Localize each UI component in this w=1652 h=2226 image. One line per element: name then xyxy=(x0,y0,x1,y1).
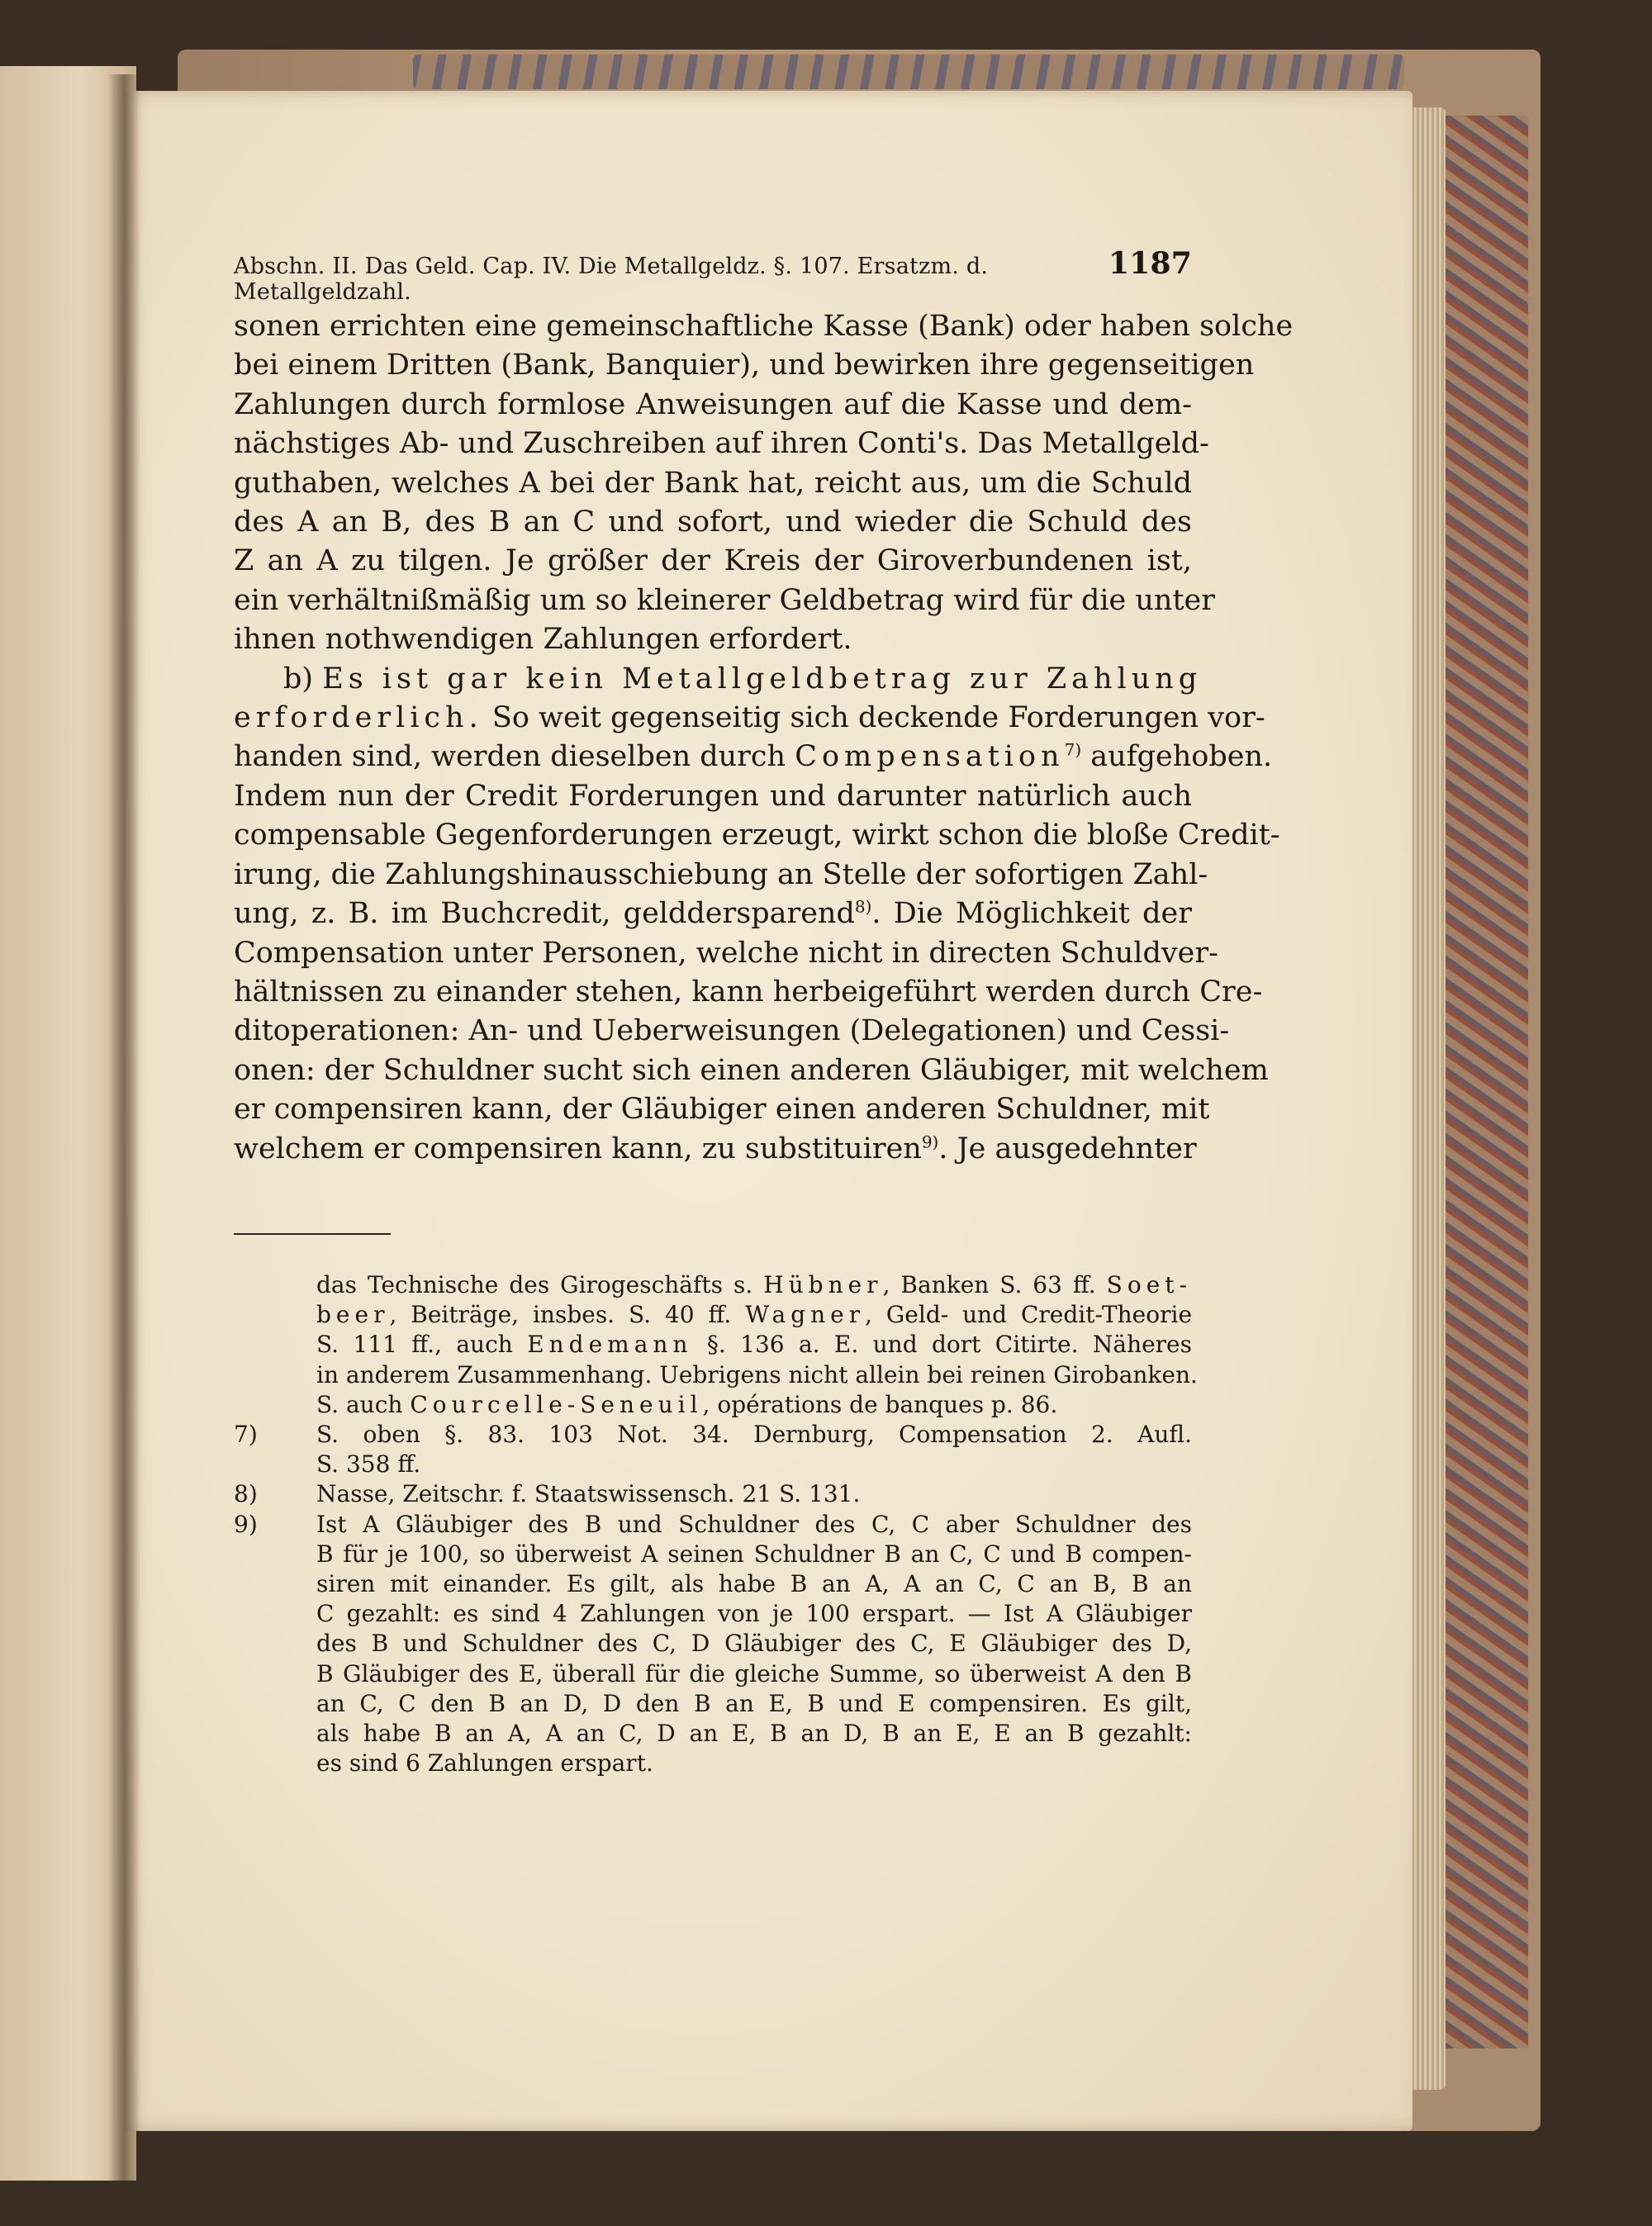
spaced-emphasis: Es ist gar kein Metallgeldbetrag zur Zahlung xyxy=(322,662,1203,695)
spaced-emphasis: erforderlich. xyxy=(234,701,483,735)
text-line xyxy=(234,699,1265,738)
text-span: , Banken S. 63 ff. xyxy=(882,1271,1096,1298)
text-line: Compensation unter Personen, welche nicht in directen Schuldver- xyxy=(234,936,1218,970)
footnote-line: an C, C den B an D, D den B an E, B und E compensiren. Es gilt, xyxy=(316,1689,1192,1717)
section-label: b) xyxy=(283,662,314,695)
footnote-line: C gezahlt: es sind 4 Zahlungen von je 100 erspart. — Ist A Gläubiger xyxy=(316,1600,1192,1628)
running-title: Abschn. II. Das Geld. Cap. IV. Die Metallgeldz. §. 107. Ersatzm. d. Metallgeldzahl. xyxy=(234,254,989,305)
text-span: So weit gegenseitig sich deckende Forderungen vor- xyxy=(491,701,1265,735)
footnote-ref: 7) xyxy=(1064,739,1082,760)
text-span: , Beiträge, insbes. S. 40 ff. xyxy=(389,1301,732,1329)
text-line: er compensiren kann, der Gläubiger einen anderen Schuldner, mit xyxy=(234,1093,1210,1127)
text-line xyxy=(234,895,1192,933)
author-name: Courcelle-Seneuil xyxy=(410,1390,703,1418)
footnote-line: des B und Schuldner des C, D Gläubiger des C, E Gläubiger des D, xyxy=(316,1630,1192,1658)
footnote-line: in anderem Zusammenhang. Uebrigens nicht allein bei reinen Girobanken. xyxy=(316,1360,1198,1388)
text-line: hältnissen zu einander stehen, kann herbeigeführt werden durch Cre- xyxy=(234,975,1263,1009)
footnote-ref: 9) xyxy=(921,1131,939,1151)
footnote-line: als habe B an A, A an C, D an E, B an D, B an E, E an B gezahlt: xyxy=(316,1720,1192,1748)
footnote-line: siren mit einander. Es gilt, als habe B an A, A an C, C an B, B an xyxy=(316,1570,1192,1598)
footnote-number: 7) xyxy=(234,1421,258,1449)
text-line: ein verhältnißmäßig um so kleinerer Geldbetrag wird für die unter xyxy=(234,583,1215,617)
footnote-line xyxy=(234,1270,1192,1300)
text-span: , opérations de banques p. 86. xyxy=(702,1390,1058,1418)
running-header xyxy=(234,246,1192,305)
text-line: nächstiges Ab- und Zuschreiben auf ihren Conti's. Das Metallgeld- xyxy=(234,427,1209,461)
footnote-7 xyxy=(234,1420,1192,1479)
text-span: §. 136 a. E. und dort Citirte. Näheres xyxy=(706,1331,1192,1359)
text-line: des A an B, des B an C und sofort, und wieder die Schuld des xyxy=(234,505,1192,539)
author-name: Endemann xyxy=(527,1331,693,1359)
text-line: compensable Gegenforderungen erzeugt, wirkt schon die bloße Credit- xyxy=(234,819,1280,852)
author-name: Hübner xyxy=(763,1271,883,1298)
text-span: aufgehoben. xyxy=(1090,740,1273,774)
footnote-line xyxy=(234,1330,1192,1360)
author-name: Wagner xyxy=(745,1301,866,1329)
text-line: bei einem Dritten (Bank, Banquier), und bewirken ihre gegenseitigen xyxy=(234,349,1255,382)
footnote-9 xyxy=(234,1510,1192,1779)
footnote-line xyxy=(234,1300,1192,1330)
footnote-line xyxy=(234,1390,1192,1420)
text-span: , Geld- und Credit-Theorie xyxy=(865,1301,1193,1329)
text-span: S. auch xyxy=(316,1390,403,1418)
author-name: beer xyxy=(316,1301,390,1329)
text-line xyxy=(234,738,1273,776)
footnote-line: es sind 6 Zahlungen erspart. xyxy=(316,1749,653,1777)
footnote-number: 8) xyxy=(234,1480,258,1508)
footnotes xyxy=(234,1270,1198,1778)
text-span: das Technische des Girogeschäfts s. xyxy=(316,1271,753,1298)
text-line: sonen errichten eine gemeinschaftliche Kasse (Bank) oder haben solche xyxy=(234,310,1294,343)
footnote-line: Ist A Gläubiger des B und Schuldner des C, C aber Schuldner des xyxy=(316,1510,1192,1538)
text-span: handen sind, werden dieselben durch xyxy=(234,740,786,774)
text-line: Zahlungen durch formlose Anweisungen auf die Kasse und dem- xyxy=(234,387,1192,421)
spaced-emphasis: Compensation xyxy=(795,740,1065,774)
text-span: ung, z. B. im Buchcredit, gelddersparend xyxy=(234,897,855,931)
footnote-line: S. oben §. 83. 103 Not. 34. Dernburg, Compensation 2. Aufl. xyxy=(316,1421,1192,1449)
text-line: Indem nun der Credit Forderungen und darunter natürlich auch xyxy=(234,779,1192,813)
footnote-line: B Gläubiger des E, überall für die gleiche Summe, so überweist A den B xyxy=(316,1659,1192,1687)
text-line xyxy=(234,1130,1197,1169)
author-name: Soet- xyxy=(1106,1271,1192,1298)
page-content xyxy=(234,0,1294,2226)
book-gutter xyxy=(107,74,140,2181)
text-line: Z an A zu tilgen. Je größer der Kreis der Giroverbundenen ist, xyxy=(234,544,1192,578)
footnote-line: B für je 100, so überweist A seinen Schuldner B an C, C und B compen- xyxy=(316,1540,1192,1568)
main-text xyxy=(234,307,1294,1169)
footnote-8 xyxy=(234,1479,1192,1509)
text-span: S. 111 ff., auch xyxy=(316,1331,513,1359)
text-line: guthaben, welches A bei der Bank hat, reicht aus, um die Schuld xyxy=(234,466,1192,500)
text-line: irung, die Zahlungshinausschiebung an Stelle der sofortigen Zahl- xyxy=(234,857,1208,891)
text-line: ditoperationen: An- und Ueberweisungen (Delegationen) und Cessi- xyxy=(234,1014,1230,1048)
text-span: . Je ausgedehnter xyxy=(938,1132,1197,1165)
page-number: 1187 xyxy=(1108,246,1192,281)
footnote-line: Nasse, Zeitschr. f. Staatswissensch. 21 S. 131. xyxy=(316,1480,861,1508)
text-span: welchem er compensiren kann, zu substituiren xyxy=(234,1132,922,1165)
text-line: onen: der Schuldner sucht sich einen anderen Gläubiger, mit welchem xyxy=(234,1053,1269,1087)
footnote-rule xyxy=(234,1233,391,1235)
text-line: ihnen nothwendigen Zahlungen erfordert. xyxy=(234,623,852,657)
cover-marbled-edge-right xyxy=(1437,116,1528,2048)
footnote-ref: 8) xyxy=(854,896,872,917)
footnote-number: 9) xyxy=(234,1510,258,1538)
text-line xyxy=(234,660,1203,699)
footnote-line: S. 358 ff. xyxy=(316,1450,421,1478)
text-span: . Die Möglichkeit der xyxy=(871,897,1192,931)
